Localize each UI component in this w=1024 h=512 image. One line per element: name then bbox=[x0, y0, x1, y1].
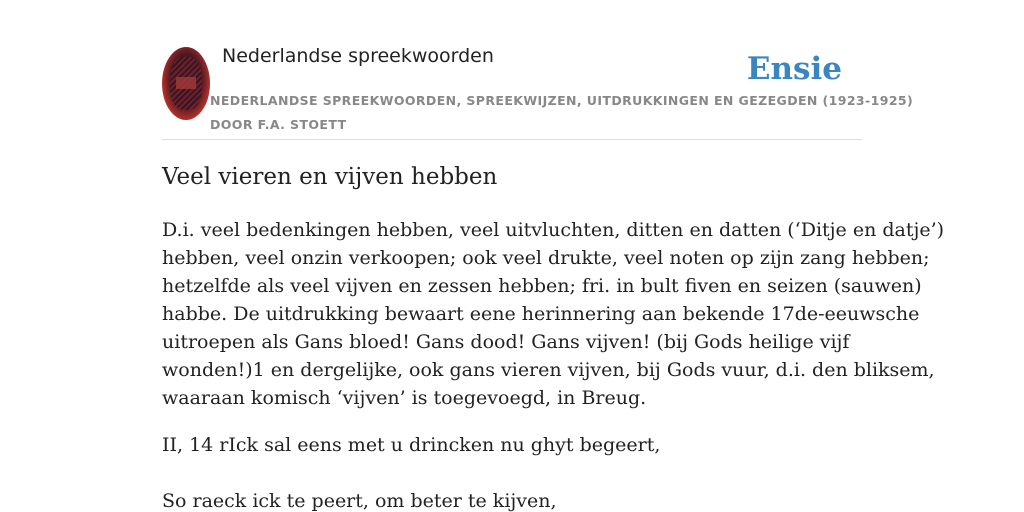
paragraph-line: hebben, veel onzin verkoopen; ook veel drukte, veel noten op zijn zang hebben; bbox=[162, 247, 930, 269]
quote-line: So raeck ick te peert, om beter te kijven, bbox=[162, 490, 557, 512]
ensie-logo[interactable]: Ensie bbox=[746, 51, 842, 87]
article-title: Veel vieren en vijven hebben bbox=[162, 164, 498, 190]
paragraph-line: hetzelfde als veel vijven en zessen hebben; fri. in bult fiven en seizen (sauwen) bbox=[162, 275, 922, 297]
book-subtitle: NEDERLANDSE SPREEKWOORDEN, SPREEKWIJZEN, UITDRUKKINGEN EN GEZEGDEN (1923-1925) bbox=[210, 93, 914, 108]
book-cover-image[interactable] bbox=[162, 47, 210, 120]
book-author: DOOR F.A. STOETT bbox=[210, 117, 347, 132]
paragraph-line: uitroepen als Gans bloed! Gans dood! Gans vijven! (bij Gods heilige vijf bbox=[162, 331, 850, 353]
paragraph-line: habbe. De uitdrukking bewaart eene herinnering aan bekende 17de-eeuwsche bbox=[162, 303, 920, 325]
paragraph-line: D.i. veel bedenkingen hebben, veel uitvluchten, ditten en datten (‘Ditje en datje’) bbox=[162, 219, 945, 241]
cover-band bbox=[176, 77, 196, 89]
header-divider bbox=[162, 139, 862, 140]
paragraph-line: wonden!)1 en dergelijke, ook gans vieren vijven, bij Gods vuur, d.i. den bliksem, bbox=[162, 359, 935, 381]
article-paragraph bbox=[162, 216, 945, 412]
paragraph-line: waaraan komisch ‘vijven’ is toegevoegd, in Breug. bbox=[162, 387, 647, 409]
quote-line: II, 14 rIck sal eens met u drincken nu ghyt begeert, bbox=[162, 434, 661, 456]
book-title-link[interactable]: Nederlandse spreekwoorden bbox=[222, 45, 494, 67]
